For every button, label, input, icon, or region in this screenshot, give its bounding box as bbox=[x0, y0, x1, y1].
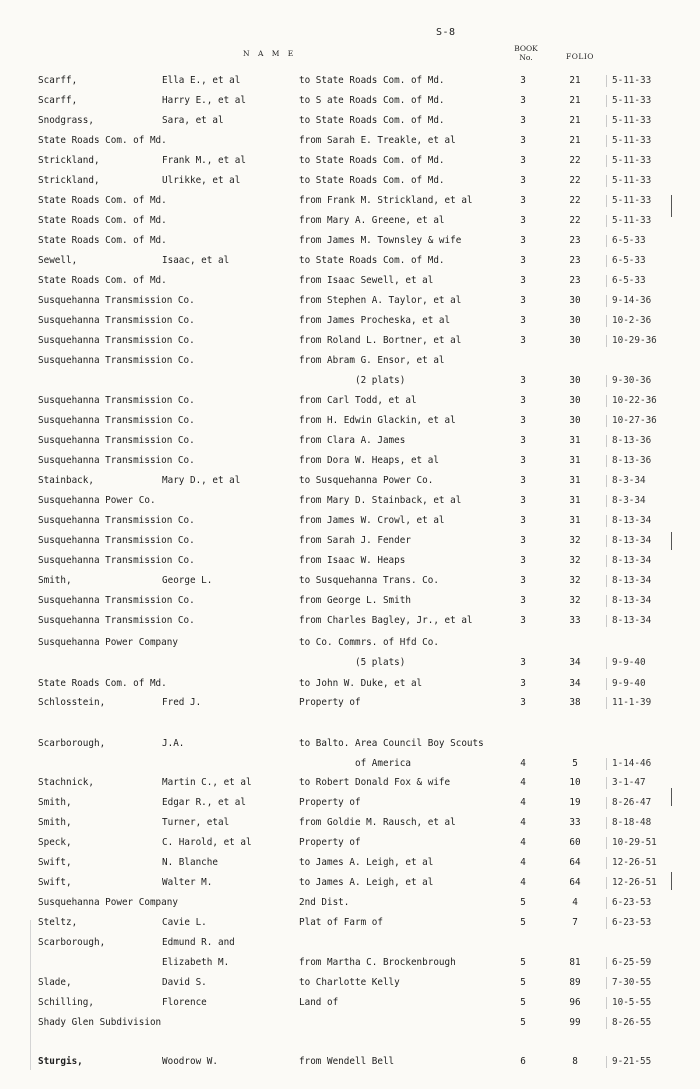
folio-cell: 30 bbox=[569, 315, 581, 326]
transaction-cell: from Sarah E. Treakle, et al bbox=[299, 135, 456, 146]
transaction-cell: to Balto. Area Council Boy Scouts bbox=[299, 738, 484, 749]
table-row bbox=[0, 131, 700, 151]
book-cell: 3 bbox=[520, 235, 526, 246]
folio-cell: 23 bbox=[569, 235, 581, 246]
book-cell: 4 bbox=[520, 837, 526, 848]
book-cell: 3 bbox=[520, 455, 526, 466]
folio-cell: 19 bbox=[569, 797, 581, 808]
date-cell: 3-1-47 bbox=[612, 773, 646, 793]
date-cell: 9-14-36 bbox=[612, 291, 651, 311]
table-row bbox=[0, 311, 700, 331]
folio-cell: 32 bbox=[569, 595, 581, 606]
transaction-cell: to State Roads Com. of Md. bbox=[299, 255, 445, 266]
folio-cell: 33 bbox=[569, 817, 581, 828]
folio-cell: 8 bbox=[572, 1056, 578, 1067]
date-cell: 9-9-40 bbox=[612, 653, 646, 673]
name-cell: State Roads Com. of Md. bbox=[38, 235, 167, 246]
book-cell: 3 bbox=[520, 375, 526, 386]
name-cell: Susquehanna Transmission Co. bbox=[38, 555, 195, 566]
book-cell: 3 bbox=[520, 115, 526, 126]
book-cell: 3 bbox=[520, 575, 526, 586]
transaction-cell: to Robert Donald Fox & wife bbox=[299, 777, 451, 788]
transaction-cell: to Susquehanna Power Co. bbox=[299, 475, 434, 486]
date-cell: 7-30-55 bbox=[612, 973, 651, 993]
date-cell: 6-23-53 bbox=[612, 893, 651, 913]
name-cell: State Roads Com. of Md. bbox=[38, 678, 167, 689]
table-row bbox=[0, 793, 700, 813]
transaction-cell: from Mary A. Greene, et al bbox=[299, 215, 445, 226]
folio-cell: 22 bbox=[569, 215, 581, 226]
given-name-cell: Frank M., et al bbox=[162, 155, 246, 166]
given-name-cell: C. Harold, et al bbox=[162, 837, 252, 848]
folio-cell: 64 bbox=[569, 877, 581, 888]
book-cell: 3 bbox=[520, 315, 526, 326]
name-cell: Scarborough, bbox=[38, 937, 106, 948]
transaction-cell: from James M. Townsley & wife bbox=[299, 235, 462, 246]
book-cell: 3 bbox=[520, 395, 526, 406]
book-cell: 3 bbox=[520, 415, 526, 426]
table-row bbox=[0, 1052, 700, 1072]
given-name-cell: Woodrow W. bbox=[162, 1056, 218, 1067]
table-row bbox=[0, 653, 700, 673]
book-cell: 4 bbox=[520, 877, 526, 888]
book-cell: 3 bbox=[520, 215, 526, 226]
table-row bbox=[0, 773, 700, 793]
book-cell: 4 bbox=[520, 758, 526, 769]
transaction-cell: to State Roads Com. of Md. bbox=[299, 175, 445, 186]
transaction-cell: to State Roads Com. of Md. bbox=[299, 75, 445, 86]
table-row bbox=[0, 734, 700, 754]
table-row bbox=[0, 191, 700, 211]
table-row bbox=[0, 833, 700, 853]
date-cell: 11-1-39 bbox=[612, 693, 651, 713]
given-name-cell: Ulrikke, et al bbox=[162, 175, 241, 186]
name-cell: Susquehanna Transmission Co. bbox=[38, 415, 195, 426]
name-cell: Scarff, bbox=[38, 75, 78, 86]
given-name-cell: Ella E., et al bbox=[162, 75, 241, 86]
given-name-cell: Martin C., et al bbox=[162, 777, 252, 788]
transaction-cell: Plat of Farm of bbox=[299, 917, 383, 928]
name-cell: Susquehanna Transmission Co. bbox=[38, 615, 195, 626]
transaction-cell: from Abram G. Ensor, et al bbox=[299, 355, 445, 366]
date-cell: 10-5-55 bbox=[612, 993, 651, 1013]
folio-cell: 21 bbox=[569, 95, 581, 106]
date-cell: 10-29-36 bbox=[612, 331, 657, 351]
book-cell: 3 bbox=[520, 678, 526, 689]
name-cell: Slade, bbox=[38, 977, 72, 988]
folio-cell: 31 bbox=[569, 475, 581, 486]
name-cell: Schlosstein, bbox=[38, 697, 106, 708]
table-row bbox=[0, 633, 700, 653]
book-cell: 3 bbox=[520, 175, 526, 186]
book-cell: 3 bbox=[520, 595, 526, 606]
book-cell: 5 bbox=[520, 957, 526, 968]
date-cell: 8-3-34 bbox=[612, 471, 646, 491]
table-row bbox=[0, 953, 700, 973]
name-cell: Scarff, bbox=[38, 95, 78, 106]
book-cell: 3 bbox=[520, 95, 526, 106]
book-cell: 3 bbox=[520, 657, 526, 668]
folio-cell: 30 bbox=[569, 415, 581, 426]
transaction-cell: from Sarah J. Fender bbox=[299, 535, 411, 546]
name-cell: Susquehanna Transmission Co. bbox=[38, 295, 195, 306]
folio-cell: 32 bbox=[569, 555, 581, 566]
table-row bbox=[0, 231, 700, 251]
book-cell: 5 bbox=[520, 977, 526, 988]
table-row bbox=[0, 291, 700, 311]
given-name-cell: Elizabeth M. bbox=[162, 957, 230, 968]
given-name-cell: George L. bbox=[162, 575, 213, 586]
folio-cell: 7 bbox=[572, 917, 578, 928]
given-name-cell: J.A. bbox=[162, 738, 185, 749]
name-cell: Smith, bbox=[38, 797, 72, 808]
date-cell: 8-13-36 bbox=[612, 431, 651, 451]
folio-cell: 31 bbox=[569, 435, 581, 446]
table-row bbox=[0, 893, 700, 913]
name-cell: Strickland, bbox=[38, 175, 100, 186]
book-cell: 5 bbox=[520, 1017, 526, 1028]
name-cell: Stachnick, bbox=[38, 777, 94, 788]
transaction-cell: (5 plats) bbox=[355, 657, 406, 668]
name-cell: Schilling, bbox=[38, 997, 94, 1008]
book-column-header bbox=[510, 44, 542, 62]
date-cell: 8-18-48 bbox=[612, 813, 651, 833]
date-cell: 8-13-36 bbox=[612, 451, 651, 471]
date-cell: 6-25-59 bbox=[612, 953, 651, 973]
name-cell: Sewell, bbox=[38, 255, 78, 266]
name-cell: Strickland, bbox=[38, 155, 100, 166]
given-name-cell: Sara, et al bbox=[162, 115, 224, 126]
name-cell: Susquehanna Transmission Co. bbox=[38, 455, 195, 466]
folio-cell: 81 bbox=[569, 957, 581, 968]
book-cell: 4 bbox=[520, 817, 526, 828]
folio-cell: 30 bbox=[569, 395, 581, 406]
table-row bbox=[0, 71, 700, 91]
table-row bbox=[0, 571, 700, 591]
table-row bbox=[0, 511, 700, 531]
name-cell: Susquehanna Transmission Co. bbox=[38, 595, 195, 606]
name-cell: State Roads Com. of Md. bbox=[38, 135, 167, 146]
date-cell: 9-30-36 bbox=[612, 371, 651, 391]
table-row bbox=[0, 933, 700, 953]
transaction-cell: Land of bbox=[299, 997, 339, 1008]
transaction-cell: from Carl Todd, et al bbox=[299, 395, 417, 406]
transaction-cell: to State Roads Com. of Md. bbox=[299, 155, 445, 166]
date-cell: 8-13-34 bbox=[612, 551, 651, 571]
table-row bbox=[0, 754, 700, 774]
name-cell: Scarborough, bbox=[38, 738, 106, 749]
folio-cell: 99 bbox=[569, 1017, 581, 1028]
name-cell: State Roads Com. of Md. bbox=[38, 195, 167, 206]
transaction-cell: to S ate Roads Com. of Md. bbox=[299, 95, 445, 106]
folio-cell: 22 bbox=[569, 175, 581, 186]
folio-cell: 33 bbox=[569, 615, 581, 626]
book-cell: 3 bbox=[520, 275, 526, 286]
name-cell: Susquehanna Power Company bbox=[38, 637, 178, 648]
date-cell: 12-26-51 bbox=[612, 873, 657, 893]
transaction-cell: Property of bbox=[299, 837, 361, 848]
name-cell: Sturgis, bbox=[38, 1056, 83, 1067]
folio-cell: 31 bbox=[569, 515, 581, 526]
name-cell: Snodgrass, bbox=[38, 115, 94, 126]
date-cell: 8-13-34 bbox=[612, 591, 651, 611]
transaction-cell: to James A. Leigh, et al bbox=[299, 857, 434, 868]
name-cell: Stainback, bbox=[38, 475, 94, 486]
table-row bbox=[0, 873, 700, 893]
transaction-cell: (2 plats) bbox=[355, 375, 406, 386]
book-cell: 5 bbox=[520, 917, 526, 928]
table-row bbox=[0, 171, 700, 191]
transaction-cell: from Charles Bagley, Jr., et al bbox=[299, 615, 473, 626]
name-cell: Swift, bbox=[38, 857, 72, 868]
folio-cell: 64 bbox=[569, 857, 581, 868]
table-row bbox=[0, 591, 700, 611]
book-cell: 3 bbox=[520, 697, 526, 708]
given-name-cell: Harry E., et al bbox=[162, 95, 246, 106]
date-cell: 6-5-33 bbox=[612, 251, 646, 271]
table-row bbox=[0, 391, 700, 411]
table-row bbox=[0, 693, 700, 713]
table-row bbox=[0, 1013, 700, 1033]
date-cell: 5-11-33 bbox=[612, 151, 651, 171]
transaction-cell: from Martha C. Brockenbrough bbox=[299, 957, 456, 968]
date-cell: 6-5-33 bbox=[612, 231, 646, 251]
folio-cell: 89 bbox=[569, 977, 581, 988]
name-cell: Speck, bbox=[38, 837, 72, 848]
transaction-cell: to Susquehanna Trans. Co. bbox=[299, 575, 439, 586]
table-row bbox=[0, 371, 700, 391]
name-cell: Susquehanna Transmission Co. bbox=[38, 355, 195, 366]
book-header-line2: No. bbox=[519, 53, 533, 62]
transaction-cell: to John W. Duke, et al bbox=[299, 678, 423, 689]
name-cell: Smith, bbox=[38, 575, 72, 586]
date-cell: 10-27-36 bbox=[612, 411, 657, 431]
transaction-cell: Property of bbox=[299, 697, 361, 708]
transaction-cell: from Isaac Sewell, et al bbox=[299, 275, 434, 286]
book-cell: 3 bbox=[520, 195, 526, 206]
transaction-cell: to Charlotte Kelly bbox=[299, 977, 400, 988]
table-row bbox=[0, 471, 700, 491]
date-cell: 8-13-34 bbox=[612, 531, 651, 551]
given-name-cell: Mary D., et al bbox=[162, 475, 241, 486]
transaction-cell: from Mary D. Stainback, et al bbox=[299, 495, 462, 506]
table-row bbox=[0, 331, 700, 351]
book-cell: 5 bbox=[520, 997, 526, 1008]
table-row bbox=[0, 611, 700, 631]
book-cell: 3 bbox=[520, 615, 526, 626]
given-name-cell: Edmund R. and bbox=[162, 937, 235, 948]
date-cell: 8-13-34 bbox=[612, 611, 651, 631]
date-cell: 9-9-40 bbox=[612, 674, 646, 694]
date-cell: 9-21-55 bbox=[612, 1052, 651, 1072]
name-cell: Susquehanna Power Co. bbox=[38, 495, 156, 506]
table-row bbox=[0, 111, 700, 131]
name-column-header: N A M E bbox=[243, 49, 297, 58]
folio-cell: 22 bbox=[569, 195, 581, 206]
folio-cell: 32 bbox=[569, 575, 581, 586]
book-cell: 3 bbox=[520, 335, 526, 346]
table-row bbox=[0, 211, 700, 231]
table-row bbox=[0, 271, 700, 291]
table-row bbox=[0, 531, 700, 551]
table-row bbox=[0, 813, 700, 833]
date-cell: 8-13-34 bbox=[612, 511, 651, 531]
book-cell: 3 bbox=[520, 135, 526, 146]
date-cell: 5-11-33 bbox=[612, 171, 651, 191]
table-row bbox=[0, 993, 700, 1013]
transaction-cell: from Dora W. Heaps, et al bbox=[299, 455, 439, 466]
book-cell: 3 bbox=[520, 295, 526, 306]
date-cell: 1-14-46 bbox=[612, 754, 651, 774]
table-row bbox=[0, 451, 700, 471]
name-cell: Shady Glen Subdivision bbox=[38, 1017, 162, 1028]
book-cell: 3 bbox=[520, 475, 526, 486]
date-cell: 10-2-36 bbox=[612, 311, 651, 331]
table-row bbox=[0, 853, 700, 873]
given-name-cell: Edgar R., et al bbox=[162, 797, 246, 808]
transaction-cell: to State Roads Com. of Md. bbox=[299, 115, 445, 126]
date-cell: 6-5-33 bbox=[612, 271, 646, 291]
name-cell: State Roads Com. of Md. bbox=[38, 275, 167, 286]
folio-cell: 21 bbox=[569, 135, 581, 146]
given-name-cell: Isaac, et al bbox=[162, 255, 230, 266]
folio-cell: 23 bbox=[569, 255, 581, 266]
folio-cell: 31 bbox=[569, 455, 581, 466]
transaction-cell: from Roland L. Bortner, et al bbox=[299, 335, 462, 346]
book-cell: 3 bbox=[520, 515, 526, 526]
given-name-cell: Cavie L. bbox=[162, 917, 207, 928]
date-cell: 12-26-51 bbox=[612, 853, 657, 873]
given-name-cell: Fred J. bbox=[162, 697, 202, 708]
book-cell: 4 bbox=[520, 857, 526, 868]
folio-cell: 34 bbox=[569, 657, 581, 668]
book-cell: 4 bbox=[520, 777, 526, 788]
transaction-cell: from Wendell Bell bbox=[299, 1056, 395, 1067]
date-cell: 8-26-47 bbox=[612, 793, 651, 813]
folio-column-header: FOLIO bbox=[566, 52, 594, 61]
given-name-cell: David S. bbox=[162, 977, 207, 988]
folio-cell: 30 bbox=[569, 295, 581, 306]
name-cell: Susquehanna Transmission Co. bbox=[38, 395, 195, 406]
book-cell: 5 bbox=[520, 897, 526, 908]
book-cell: 3 bbox=[520, 75, 526, 86]
date-cell: 10-29-51 bbox=[612, 833, 657, 853]
name-cell: Smith, bbox=[38, 817, 72, 828]
transaction-cell: of America bbox=[355, 758, 411, 769]
book-header-line1: BOOK bbox=[514, 44, 538, 53]
date-cell: 5-11-33 bbox=[612, 71, 651, 91]
transaction-cell: from Isaac W. Heaps bbox=[299, 555, 406, 566]
table-row bbox=[0, 973, 700, 993]
page-number: S-8 bbox=[436, 27, 456, 38]
date-cell: 5-11-33 bbox=[612, 191, 651, 211]
transaction-cell: from James W. Crowl, et al bbox=[299, 515, 445, 526]
table-row bbox=[0, 491, 700, 511]
name-cell: Susquehanna Power Company bbox=[38, 897, 178, 908]
transaction-cell: from James Procheska, et al bbox=[299, 315, 451, 326]
folio-cell: 60 bbox=[569, 837, 581, 848]
transaction-cell: Property of bbox=[299, 797, 361, 808]
transaction-cell: from H. Edwin Glackin, et al bbox=[299, 415, 456, 426]
table-row bbox=[0, 551, 700, 571]
given-name-cell: Turner, etal bbox=[162, 817, 230, 828]
book-cell: 4 bbox=[520, 797, 526, 808]
folio-cell: 22 bbox=[569, 155, 581, 166]
date-cell: 10-22-36 bbox=[612, 391, 657, 411]
name-cell: Swift, bbox=[38, 877, 72, 888]
book-cell: 3 bbox=[520, 435, 526, 446]
name-cell: Susquehanna Transmission Co. bbox=[38, 335, 195, 346]
folio-cell: 21 bbox=[569, 75, 581, 86]
table-row bbox=[0, 251, 700, 271]
transaction-cell: from Clara A. James bbox=[299, 435, 406, 446]
name-cell: Susquehanna Transmission Co. bbox=[38, 515, 195, 526]
name-cell: Susquehanna Transmission Co. bbox=[38, 535, 195, 546]
date-cell: 5-11-33 bbox=[612, 211, 651, 231]
book-cell: 3 bbox=[520, 155, 526, 166]
name-cell: Susquehanna Transmission Co. bbox=[38, 435, 195, 446]
book-cell: 6 bbox=[520, 1056, 526, 1067]
book-cell: 3 bbox=[520, 535, 526, 546]
name-cell: State Roads Com. of Md. bbox=[38, 215, 167, 226]
folio-cell: 5 bbox=[572, 758, 578, 769]
date-cell: 8-3-34 bbox=[612, 491, 646, 511]
given-name-cell: Florence bbox=[162, 997, 207, 1008]
given-name-cell: Walter M. bbox=[162, 877, 213, 888]
folio-cell: 30 bbox=[569, 375, 581, 386]
transaction-cell: 2nd Dist. bbox=[299, 897, 350, 908]
transaction-cell: from George L. Smith bbox=[299, 595, 411, 606]
transaction-cell: from Frank M. Strickland, et al bbox=[299, 195, 473, 206]
transaction-cell: to James A. Leigh, et al bbox=[299, 877, 434, 888]
folio-cell: 34 bbox=[569, 678, 581, 689]
table-row bbox=[0, 411, 700, 431]
folio-cell: 23 bbox=[569, 275, 581, 286]
table-row bbox=[0, 91, 700, 111]
name-cell: Susquehanna Transmission Co. bbox=[38, 315, 195, 326]
date-cell: 5-11-33 bbox=[612, 91, 651, 111]
given-name-cell: N. Blanche bbox=[162, 857, 218, 868]
table-row bbox=[0, 351, 700, 371]
folio-cell: 38 bbox=[569, 697, 581, 708]
date-cell: 5-11-33 bbox=[612, 111, 651, 131]
table-row bbox=[0, 151, 700, 171]
table-row bbox=[0, 913, 700, 933]
folio-cell: 4 bbox=[572, 897, 578, 908]
folio-cell: 30 bbox=[569, 335, 581, 346]
date-cell: 5-11-33 bbox=[612, 131, 651, 151]
book-cell: 3 bbox=[520, 255, 526, 266]
folio-cell: 21 bbox=[569, 115, 581, 126]
book-cell: 3 bbox=[520, 495, 526, 506]
book-cell: 3 bbox=[520, 555, 526, 566]
folio-cell: 96 bbox=[569, 997, 581, 1008]
folio-cell: 32 bbox=[569, 535, 581, 546]
name-cell: Steltz, bbox=[38, 917, 78, 928]
date-cell: 8-13-34 bbox=[612, 571, 651, 591]
table-row bbox=[0, 674, 700, 694]
transaction-cell: from Goldie M. Rausch, et al bbox=[299, 817, 456, 828]
date-cell: 8-26-55 bbox=[612, 1013, 651, 1033]
transaction-cell: from Stephen A. Taylor, et al bbox=[299, 295, 462, 306]
folio-cell: 31 bbox=[569, 495, 581, 506]
table-row bbox=[0, 431, 700, 451]
transaction-cell: to Co. Commrs. of Hfd Co. bbox=[299, 637, 439, 648]
folio-cell: 10 bbox=[569, 777, 581, 788]
date-cell: 6-23-53 bbox=[612, 913, 651, 933]
